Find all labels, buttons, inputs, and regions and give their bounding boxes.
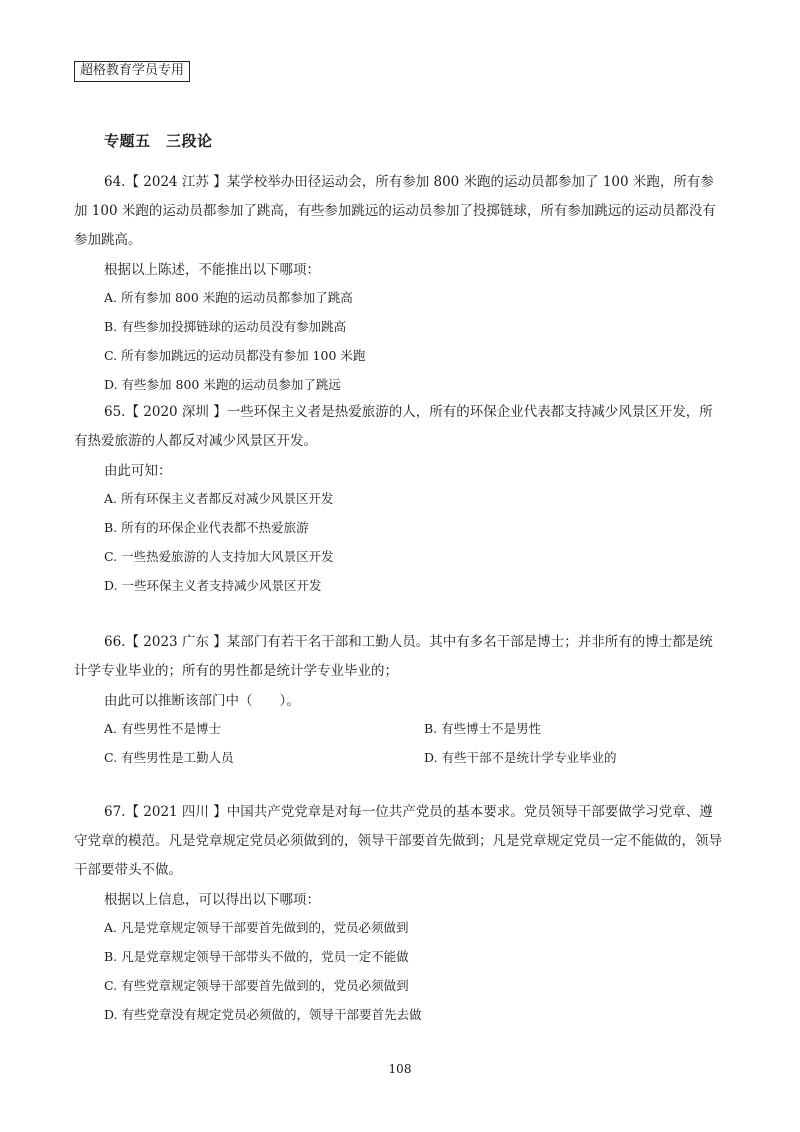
question-stem: 66.【 2023 广东 】某部门有若干名干部和工勤人员。其中有多名干部是博士；并非所有的博士都是统计学专业毕业的；所有的男性都是统计学专业毕业的； (74, 634, 713, 679)
question-stem: 64.【 2024 江苏 】某学校举办田径运动会，所有参加 800 米跑的运动员都参加了 100 米跑，所有参加 100 米跑的运动员都参加了跳高，有些参加跳远的运动员参加了投掷链球，所有参加跳远的运动员都没有参加跳高。 (74, 174, 716, 248)
option-d: D. 有些党章没有规定党员必须做的，领导干部要首先去做 (104, 1007, 422, 1022)
question-lead: 由此可知： (104, 463, 172, 479)
option-d: D. 有些干部不是统计学专业毕业的 (424, 750, 617, 765)
option-a: A. 有些男性不是博士 (104, 721, 221, 736)
question-stem: 67.【 2021 四川 】中国共产党党章是对每一位共产党员的基本要求。党员领导干部要做学习党章、遵守党章的模范。凡是党章规定党员必须做到的，领导干部要首先做到；凡是党章规定党员一定不能做的，领导干部要带头不做。 (74, 804, 722, 878)
header-tag: 超格教育学员专用 (74, 61, 190, 82)
option-c: C. 有些党章规定领导干部要首先做到的，党员必须做到 (104, 978, 409, 993)
option-b: B. 有些博士不是男性 (424, 721, 542, 736)
question-lead: 根据以上陈述，不能推出以下哪项： (104, 262, 320, 278)
option-c: C. 一些热爱旅游的人支持加大风景区开发 (104, 549, 334, 564)
option-b: B. 有些参加投掷链球的运动员没有参加跳高 (104, 319, 347, 334)
option-a: A. 所有参加 800 米跑的运动员都参加了跳高 (104, 290, 353, 305)
question-65 (74, 398, 726, 600)
question-lead: 根据以上信息，可以得出以下哪项： (104, 892, 320, 908)
option-c: C. 有些男性是工勤人员 (104, 750, 234, 765)
question-67 (74, 798, 726, 1029)
page-number: 108 (388, 1062, 412, 1076)
question-stem: 65.【 2020 深圳 】一些环保主义者是热爱旅游的人，所有的环保企业代表都支持减少风景区开发，所有热爱旅游的人都反对减少风景区开发。 (74, 404, 713, 449)
option-d: D. 一些环保主义者支持减少风景区开发 (104, 578, 322, 593)
option-b: B. 凡是党章规定领导干部带头不做的，党员一定不能做 (104, 949, 409, 964)
options-grid (74, 714, 726, 772)
question-lead: 由此可以推断该部门中（ ）。 (104, 693, 300, 709)
option-b: B. 所有的环保企业代表都不热爱旅游 (104, 520, 309, 535)
option-a: A. 凡是党章规定领导干部要首先做到的，党员必须做到 (104, 920, 409, 935)
option-d: D. 有些参加 800 米跑的运动员参加了跳远 (104, 377, 341, 392)
question-66 (74, 628, 726, 772)
option-a: A. 所有环保主义者都反对减少风景区开发 (104, 491, 334, 506)
section-title: 专题五 三段论 (104, 132, 213, 150)
question-64 (74, 168, 726, 399)
option-c: C. 所有参加跳远的运动员都没有参加 100 米跑 (104, 348, 366, 363)
